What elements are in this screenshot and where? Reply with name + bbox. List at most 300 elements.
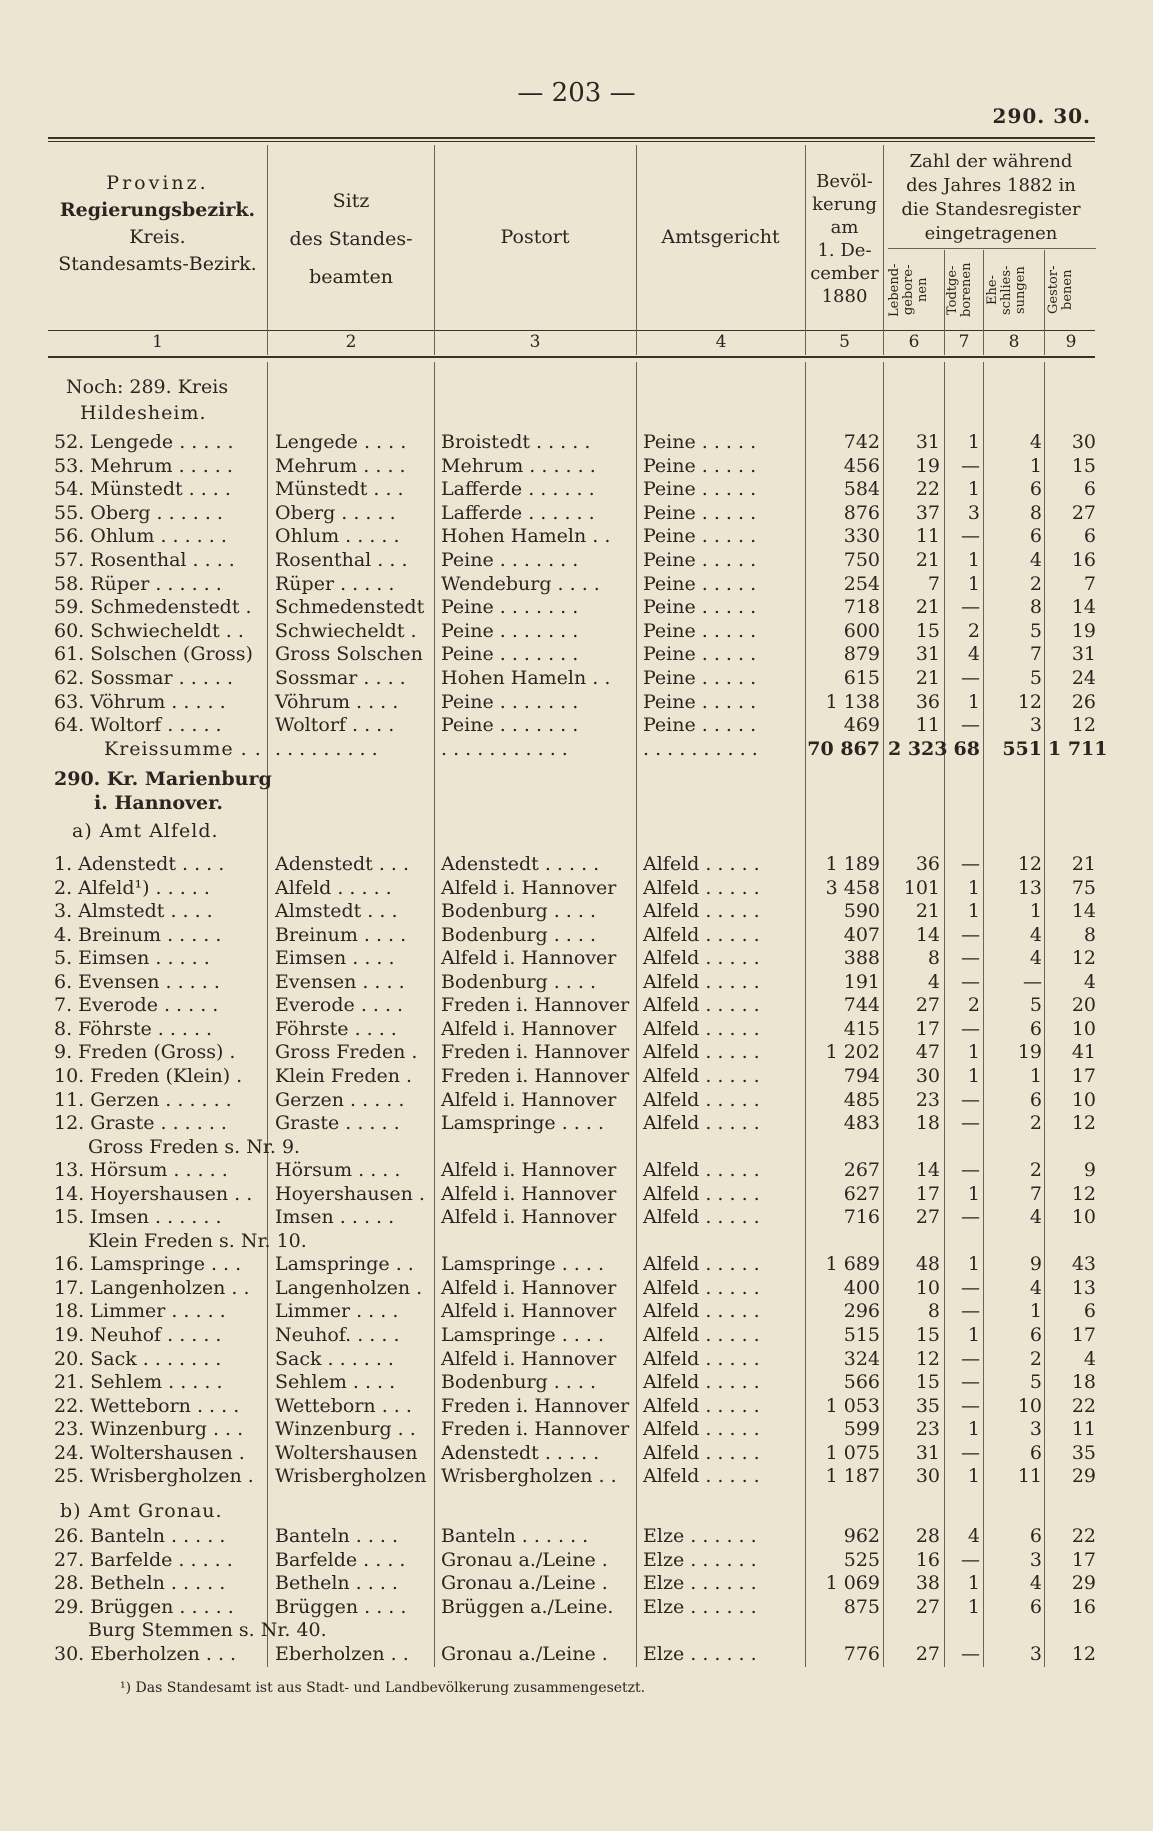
table-cell-col3: Peine . . . . . . . <box>441 549 579 571</box>
header-group-line2: des Jahres 1882 in <box>906 175 1076 196</box>
table-cell-col2: Sehlem . . . . <box>275 1371 396 1394</box>
table-cell-col5: 485 <box>843 1088 880 1111</box>
table-cell-col6: 47 <box>915 1041 940 1064</box>
table-cell-col9: 16 <box>1071 549 1096 571</box>
table-cell-col8: 9 <box>1029 1253 1042 1276</box>
table-row <box>0 923 1153 947</box>
table-cell-col6: 16 <box>915 1548 940 1571</box>
table-cell-col9: 19 <box>1071 619 1096 642</box>
table-cell-col6: 31 <box>915 643 940 666</box>
table-cell-col1: 3. Almstedt . . . . <box>54 900 213 923</box>
table-cell-col7: 1 <box>967 549 980 571</box>
table-cell-col2: Gerzen . . . . . <box>275 1088 405 1111</box>
table-cell-col5: 70 867 <box>807 737 880 760</box>
table-row <box>0 1441 1153 1465</box>
table-cell-col3: Lafferde . . . . . . <box>441 478 595 501</box>
table-cell-col5: 330 <box>843 525 880 548</box>
table-row <box>0 1017 1153 1041</box>
table-cell-col9: 21 <box>1071 853 1096 875</box>
table-cell-col4: Alfeld . . . . . <box>643 1394 760 1417</box>
table-cell-col3: Banteln . . . . . . <box>441 1525 589 1547</box>
table-cell-col5: 876 <box>843 501 880 524</box>
table-cell-col9: 17 <box>1071 1548 1096 1571</box>
table-cell-col4: Elze . . . . . . <box>643 1548 757 1571</box>
table-cell-col3: Bodenburg . . . . <box>441 970 597 993</box>
table-cell-col4: Alfeld . . . . . <box>643 1064 760 1087</box>
table-cell-col1: 58. Rüper . . . . . . <box>54 572 222 595</box>
table-cell-col1: 11. Gerzen . . . . . . <box>54 1088 232 1111</box>
table-cell-col4: . . . . . . . . . . <box>643 737 758 760</box>
table-cell-col4: Alfeld . . . . . <box>643 1253 760 1276</box>
table-cell-col6: 21 <box>915 667 940 689</box>
table-cell-col1: 8. Föhrste . . . . . <box>54 1017 213 1040</box>
table-cell-col6: 14 <box>915 1159 940 1182</box>
table-cell-col1: 18. Limmer . . . . . <box>54 1300 226 1323</box>
table-cell-col9: 12 <box>1071 1112 1096 1135</box>
table-cell-col9: 11 <box>1071 1418 1096 1441</box>
table-cell-col2: Schwiecheldt . <box>275 619 417 642</box>
table-cell-col5: 191 <box>843 970 880 993</box>
header-1-de: 1. De- <box>817 240 872 261</box>
table-cell-col2: Oberg . . . . . <box>275 501 396 524</box>
table-cell-col6: 21 <box>915 596 940 619</box>
table-cell-col9: 24 <box>1071 667 1096 689</box>
table-cell-col1: 2. Alfeld¹) . . . . . <box>54 876 210 899</box>
table-cell-col7: 1 <box>967 1418 980 1441</box>
table-cell-col4: Peine . . . . . <box>643 619 757 642</box>
colnum-3: 3 <box>529 332 541 352</box>
table-cell-col9: 29 <box>1071 1572 1096 1595</box>
table-row <box>0 572 1153 596</box>
table-cell-col8: 5 <box>1029 619 1042 642</box>
table-cell-col5: 744 <box>843 994 880 1017</box>
table-cell-col8: 2 <box>1029 1159 1042 1182</box>
table-cell-col6: 11 <box>915 714 940 737</box>
table-cell-col3: . . . . . . . . . . . <box>441 737 568 760</box>
table-cell-col2: Ohlum . . . . . <box>275 525 400 548</box>
table-cell-col7: 1 <box>967 431 980 453</box>
table-cell-col6: 27 <box>915 1206 940 1229</box>
table-row <box>0 430 1153 454</box>
table-cell-col3: Adenstedt . . . . . <box>441 853 600 875</box>
table-cell-col1: 23. Winzenburg . . . <box>54 1418 244 1441</box>
table-cell-col2: Langenholzen . <box>275 1276 423 1299</box>
table-cell-col7: — <box>961 525 980 548</box>
header-beamten: beamten <box>309 266 393 288</box>
table-cell-col6: 17 <box>915 1017 940 1040</box>
table-cell-col3: Alfeld i. Hannover <box>441 1206 617 1229</box>
table-cell-col5: 1 189 <box>825 853 880 875</box>
table-cell-col8: 3 <box>1029 714 1042 737</box>
table-cell-col7: 1 <box>967 1465 980 1488</box>
table-cell-col7: — <box>961 1088 980 1111</box>
table-cell-col6: 48 <box>915 1253 940 1276</box>
table-cell-col8: 1 <box>1029 454 1042 477</box>
table-cell-col2: Klein Freden . <box>275 1064 413 1087</box>
table-row <box>0 1394 1153 1418</box>
table-cell-col5: 750 <box>843 549 880 571</box>
section-hildesheim: Hildesheim. <box>80 402 207 424</box>
table-cell-col7: — <box>961 1441 980 1464</box>
table-cell-col3: Lamspringe . . . . <box>441 1253 604 1276</box>
table-cell-col4: Peine . . . . . <box>643 572 757 595</box>
header-des-standes: des Standes- <box>289 228 413 250</box>
table-cell-col3: Bodenburg . . . . <box>441 923 597 946</box>
table-cell-col4: Alfeld . . . . . <box>643 1324 760 1346</box>
table-cell-col5: 742 <box>843 431 880 453</box>
table-cell-col4: Alfeld . . . . . <box>643 1041 760 1064</box>
table-cell-col5: 584 <box>843 478 880 501</box>
table-cell-col8: 551 <box>1002 737 1042 760</box>
table-cell-col1: 22. Wetteborn . . . . <box>54 1394 240 1417</box>
table-cell-col6: 15 <box>915 1324 940 1346</box>
table-cell-col3: Mehrum . . . . . . <box>441 454 596 477</box>
table-cell-col3: Alfeld i. Hannover <box>441 1300 617 1323</box>
table-cell-col7: 3 <box>967 501 980 524</box>
table-cell-col5: 1 202 <box>825 1041 880 1064</box>
table-cell-col5: 627 <box>843 1182 880 1205</box>
table-cell-col8: 5 <box>1029 1371 1042 1394</box>
table-cell-col2: Barfelde . . . . <box>275 1548 406 1571</box>
table-cell-col7: 1 <box>967 1324 980 1346</box>
table-row <box>0 899 1153 923</box>
table-cell-col1: 29. Brüggen . . . . . <box>54 1595 234 1618</box>
table-cell-col1: Burg Stemmen s. Nr. 40. <box>88 1619 327 1642</box>
table-cell-col8: 5 <box>1029 667 1042 689</box>
table-cell-col6: 101 <box>903 876 940 899</box>
table-cell-col6: 18 <box>915 1112 940 1135</box>
table-row <box>0 595 1153 619</box>
page-number: — 203 — <box>517 78 636 108</box>
table-cell-col6: 23 <box>915 1088 940 1111</box>
table-cell-col4: Alfeld . . . . . <box>643 1276 760 1299</box>
table-cell-col9: 15 <box>1071 454 1096 477</box>
table-cell-col8: 11 <box>1017 1465 1042 1488</box>
table-cell-col5: 962 <box>843 1525 880 1547</box>
table-cell-col7: — <box>961 1643 980 1665</box>
table-cell-col7: — <box>961 1276 980 1299</box>
table-cell-col5: 267 <box>843 1159 880 1182</box>
section-marienburg: 290. Kr. Marienburg <box>54 768 272 790</box>
table-cell-col7: — <box>961 1394 980 1417</box>
table-cell-col4: Peine . . . . . <box>643 643 757 666</box>
table-cell-col8: 3 <box>1029 1643 1042 1665</box>
table-row <box>0 666 1153 690</box>
table-cell-col4: Alfeld . . . . . <box>643 1088 760 1111</box>
table-cell-col8: 8 <box>1029 596 1042 619</box>
table-row <box>0 501 1153 525</box>
table-cell-col1: 24. Woltershausen . <box>54 1441 245 1464</box>
table-cell-col7: — <box>961 1548 980 1571</box>
table-cell-col6: 21 <box>915 900 940 923</box>
table-cell-col1: 17. Langenholzen . . <box>54 1276 250 1299</box>
table-cell-col8: 4 <box>1029 1206 1042 1229</box>
table-cell-col8: 19 <box>1017 1041 1042 1064</box>
table-row <box>0 1548 1153 1572</box>
table-row <box>0 1595 1153 1619</box>
table-cell-col9: 35 <box>1071 1441 1096 1464</box>
table-cell-col6: 17 <box>915 1182 940 1205</box>
section-amt-gronau: b) Amt Gronau. <box>60 1500 223 1522</box>
table-cell-col8: 4 <box>1029 549 1042 571</box>
table-cell-col4: Alfeld . . . . . <box>643 1017 760 1040</box>
table-cell-col9: 27 <box>1071 501 1096 524</box>
table-row <box>0 876 1153 900</box>
table-row <box>0 737 1153 761</box>
table-cell-col3: Gronau a./Leine . <box>441 1643 608 1665</box>
table-cell-col2: Vöhrum . . . . <box>275 690 399 713</box>
table-cell-col4: Peine . . . . . <box>643 667 757 689</box>
table-cell-col9: 22 <box>1071 1525 1096 1547</box>
table-cell-col8: 6 <box>1029 1595 1042 1618</box>
table-cell-col5: 716 <box>843 1206 880 1229</box>
table-row <box>0 1252 1153 1276</box>
table-cell-col8: 1 <box>1029 1064 1042 1087</box>
table-cell-col8: 4 <box>1029 431 1042 453</box>
table-row <box>0 642 1153 666</box>
table-cell-col1: Gross Freden s. Nr. 9. <box>88 1135 301 1158</box>
table-cell-col2: Hoyershausen . <box>275 1182 425 1205</box>
table-cell-col1: 64. Woltorf . . . . . <box>54 714 222 737</box>
header-gestorbene: Gestor-benen <box>1046 265 1075 315</box>
table-cell-col8: 4 <box>1029 923 1042 946</box>
table-cell-col9: 20 <box>1071 994 1096 1017</box>
table-cell-col7: 1 <box>967 1253 980 1276</box>
header-1880: 1880 <box>821 286 868 307</box>
table-cell-col5: 400 <box>843 1276 880 1299</box>
table-cell-col8: 6 <box>1029 478 1042 501</box>
table-cell-col4: Peine . . . . . <box>643 431 757 453</box>
table-cell-col9: 4 <box>1083 1347 1096 1370</box>
table-cell-col3: Wendeburg . . . . <box>441 572 600 595</box>
table-cell-col5: 1 138 <box>825 690 880 713</box>
table-cell-col1: 61. Solschen (Gross) <box>54 643 253 666</box>
table-cell-col4: Alfeld . . . . . <box>643 994 760 1017</box>
table-cell-col9: 41 <box>1071 1041 1096 1064</box>
table-cell-col1: 25. Wrisbergholzen . <box>54 1465 254 1488</box>
table-cell-col8: 4 <box>1029 947 1042 970</box>
table-cell-col3: Gronau a./Leine . <box>441 1548 608 1571</box>
table-cell-col3: Freden i. Hannover <box>441 1418 630 1441</box>
table-cell-col7: — <box>961 1206 980 1229</box>
colnum-2: 2 <box>345 332 357 352</box>
table-cell-col2: Everode . . . . <box>275 994 404 1017</box>
table-cell-col4: Alfeld . . . . . <box>643 1418 760 1441</box>
table-cell-col1: 57. Rosenthal . . . . <box>54 549 235 571</box>
table-cell-col8: 2 <box>1029 1112 1042 1135</box>
table-cell-col7: — <box>961 1347 980 1370</box>
header-sitz: Sitz <box>332 190 370 212</box>
table-cell-col3: Wrisbergholzen . . <box>441 1465 617 1488</box>
table-cell-col7: — <box>961 1017 980 1040</box>
table-cell-col2: Graste . . . . . <box>275 1112 400 1135</box>
table-row <box>0 690 1153 714</box>
table-cell-col2: Alfeld . . . . . <box>275 876 392 899</box>
table-cell-col9: 12 <box>1071 947 1096 970</box>
table-cell-col8: 7 <box>1029 643 1042 666</box>
table-row <box>0 1182 1153 1206</box>
table-cell-col3: Alfeld i. Hannover <box>441 1182 617 1205</box>
table-row <box>0 454 1153 478</box>
table-cell-col6: 30 <box>915 1465 940 1488</box>
table-cell-col3: Peine . . . . . . . <box>441 596 579 619</box>
section-noch: Noch: 289. Kreis <box>66 376 229 398</box>
table-cell-col4: Peine . . . . . <box>643 525 757 548</box>
table-row <box>0 477 1153 501</box>
table-cell-col1: 56. Ohlum . . . . . . <box>54 525 227 548</box>
colnum-4: 4 <box>715 332 727 352</box>
table-cell-col8: 7 <box>1029 1182 1042 1205</box>
header-eheschliessungen: Ehe-schlies-sungen <box>985 265 1028 315</box>
table-cell-col3: Lamspringe . . . . <box>441 1112 604 1135</box>
table-cell-col2: Lengede . . . . <box>275 431 407 453</box>
table-cell-col4: Alfeld . . . . . <box>643 1347 760 1370</box>
table-cell-col4: Alfeld . . . . . <box>643 923 760 946</box>
table-cell-col1: 5. Eimsen . . . . . <box>54 947 210 970</box>
table-cell-col4: Alfeld . . . . . <box>643 1206 760 1229</box>
table-cell-col8: 4 <box>1029 1276 1042 1299</box>
footnote: ¹) Das Standesamt ist aus Stadt- und Landbevölkerung zusammengesetzt. <box>120 1680 646 1696</box>
table-cell-col4: Peine . . . . . <box>643 714 757 737</box>
header-kerung: kerung <box>812 194 877 215</box>
table-row <box>0 1040 1153 1064</box>
table-cell-col2: Wetteborn . . . <box>275 1394 412 1417</box>
table-cell-col5: 3 458 <box>825 876 880 899</box>
table-row <box>0 1205 1153 1229</box>
table-row <box>0 852 1153 876</box>
table-cell-col9: 18 <box>1071 1371 1096 1394</box>
table-cell-col3: Alfeld i. Hannover <box>441 1159 617 1182</box>
table-cell-col5: 388 <box>843 947 880 970</box>
table-cell-col2: Imsen . . . . . <box>275 1206 395 1229</box>
table-cell-col7: — <box>961 1371 980 1394</box>
table-cell-col1: 26. Banteln . . . . . <box>54 1525 226 1547</box>
table-cell-col6: 21 <box>915 549 940 571</box>
table-row <box>0 524 1153 548</box>
table-cell-col6: 8 <box>927 947 940 970</box>
colnum-9: 9 <box>1065 332 1077 352</box>
table-cell-col5: 718 <box>843 596 880 619</box>
table-cell-col2: Sossmar . . . . <box>275 667 406 689</box>
table-cell-col5: 566 <box>843 1371 880 1394</box>
header-amtsgericht: Amtsgericht <box>661 226 780 248</box>
table-cell-col2: Gross Solschen <box>275 643 423 666</box>
table-cell-col8: 2 <box>1029 572 1042 595</box>
table-cell-col2: Betheln . . . . <box>275 1572 398 1595</box>
table-cell-col6: 14 <box>915 923 940 946</box>
table-cell-col2: Limmer . . . . <box>275 1300 399 1323</box>
table-cell-col3: Peine . . . . . . . <box>441 619 579 642</box>
table-cell-col2: Neuhof. . . . . <box>275 1324 400 1346</box>
table-row <box>0 1158 1153 1182</box>
table-cell-col6: 23 <box>915 1418 940 1441</box>
table-cell-col3: Gronau a./Leine . <box>441 1572 608 1595</box>
table-cell-col3: Freden i. Hannover <box>441 1394 630 1417</box>
table-cell-col9: 13 <box>1071 1276 1096 1299</box>
table-cell-col7: 1 <box>967 1041 980 1064</box>
table-cell-col6: 12 <box>915 1347 940 1370</box>
table-row <box>0 1464 1153 1488</box>
table-cell-col9: 22 <box>1071 1394 1096 1417</box>
table-cell-col5: 1 187 <box>825 1465 880 1488</box>
table-cell-col9: 26 <box>1071 690 1096 713</box>
table-cell-col4: Alfeld . . . . . <box>643 1182 760 1205</box>
table-cell-col1: 14. Hoyershausen . . <box>54 1182 253 1205</box>
table-row <box>0 1276 1153 1300</box>
table-cell-col9: 1 711 <box>1048 737 1108 760</box>
table-cell-col5: 794 <box>843 1064 880 1087</box>
table-cell-col2: Rüper . . . . . <box>275 572 395 595</box>
table-cell-col6: 35 <box>915 1394 940 1417</box>
table-cell-col1: 63. Vöhrum . . . . . <box>54 690 226 713</box>
table-cell-col2: Woltorf . . . . <box>275 714 395 737</box>
header-group-line3: die Standesregister <box>901 199 1081 220</box>
table-cell-col9: 12 <box>1071 714 1096 737</box>
section-amt-alfeld: a) Amt Alfeld. <box>72 820 219 842</box>
table-cell-col2: Föhrste . . . . <box>275 1017 397 1040</box>
table-cell-col8: 13 <box>1017 876 1042 899</box>
table-cell-col3: Alfeld i. Hannover <box>441 1017 617 1040</box>
table-cell-col3: Bodenburg . . . . <box>441 1371 597 1394</box>
table-cell-col1: 30. Eberholzen . . . <box>54 1643 237 1665</box>
table-cell-col5: 324 <box>843 1347 880 1370</box>
table-row <box>0 1571 1153 1595</box>
table-cell-col8: 12 <box>1017 690 1042 713</box>
table-cell-col9: 6 <box>1083 478 1096 501</box>
table-cell-col7: 1 <box>967 478 980 501</box>
table-cell-col8: 6 <box>1029 1088 1042 1111</box>
table-cell-col7: — <box>961 947 980 970</box>
header-standesamt: Standesamts-Bezirk. <box>58 253 257 275</box>
table-cell-col1: 4. Breinum . . . . . <box>54 923 222 946</box>
table-cell-col4: Elze . . . . . . <box>643 1643 757 1665</box>
table-row <box>0 1524 1153 1548</box>
table-cell-col9: 75 <box>1071 876 1096 899</box>
table-row <box>0 1135 1153 1159</box>
table-cell-col7: 1 <box>967 900 980 923</box>
table-cell-col1: 28. Betheln . . . . . <box>54 1572 226 1595</box>
table-cell-col9: 6 <box>1083 1300 1096 1323</box>
table-cell-col1: 13. Hörsum . . . . . <box>54 1159 228 1182</box>
table-cell-col5: 600 <box>843 619 880 642</box>
table-cell-col4: Alfeld . . . . . <box>643 947 760 970</box>
table-cell-col9: 9 <box>1083 1159 1096 1182</box>
table-cell-col7: — <box>961 1159 980 1182</box>
table-cell-col8: 1 <box>1029 900 1042 923</box>
table-row <box>0 1088 1153 1112</box>
table-cell-col6: 38 <box>915 1572 940 1595</box>
table-cell-col9: 29 <box>1071 1465 1096 1488</box>
table-cell-col6: 27 <box>915 994 940 1017</box>
section-hannover: i. Hannover. <box>94 792 224 814</box>
table-cell-col2: Eimsen . . . . <box>275 947 395 970</box>
table-cell-col5: 407 <box>843 923 880 946</box>
table-cell-col6: 11 <box>915 525 940 548</box>
table-cell-col9: 31 <box>1071 643 1096 666</box>
header-provinz: Provinz. <box>106 172 209 194</box>
table-cell-col9: 14 <box>1071 596 1096 619</box>
table-cell-col6: 22 <box>915 478 940 501</box>
table-cell-col5: 296 <box>843 1300 880 1323</box>
colnum-6: 6 <box>908 332 920 352</box>
table-cell-col1: 27. Barfelde . . . . . <box>54 1548 233 1571</box>
table-cell-col9: 16 <box>1071 1595 1096 1618</box>
table-cell-col7: 1 <box>967 1595 980 1618</box>
table-cell-col1: 55. Oberg . . . . . . <box>54 501 223 524</box>
header-bevoel: Bevöl- <box>816 171 873 192</box>
table-cell-col8: 6 <box>1029 1017 1042 1040</box>
table-cell-col1: 7. Everode . . . . . <box>54 994 219 1017</box>
